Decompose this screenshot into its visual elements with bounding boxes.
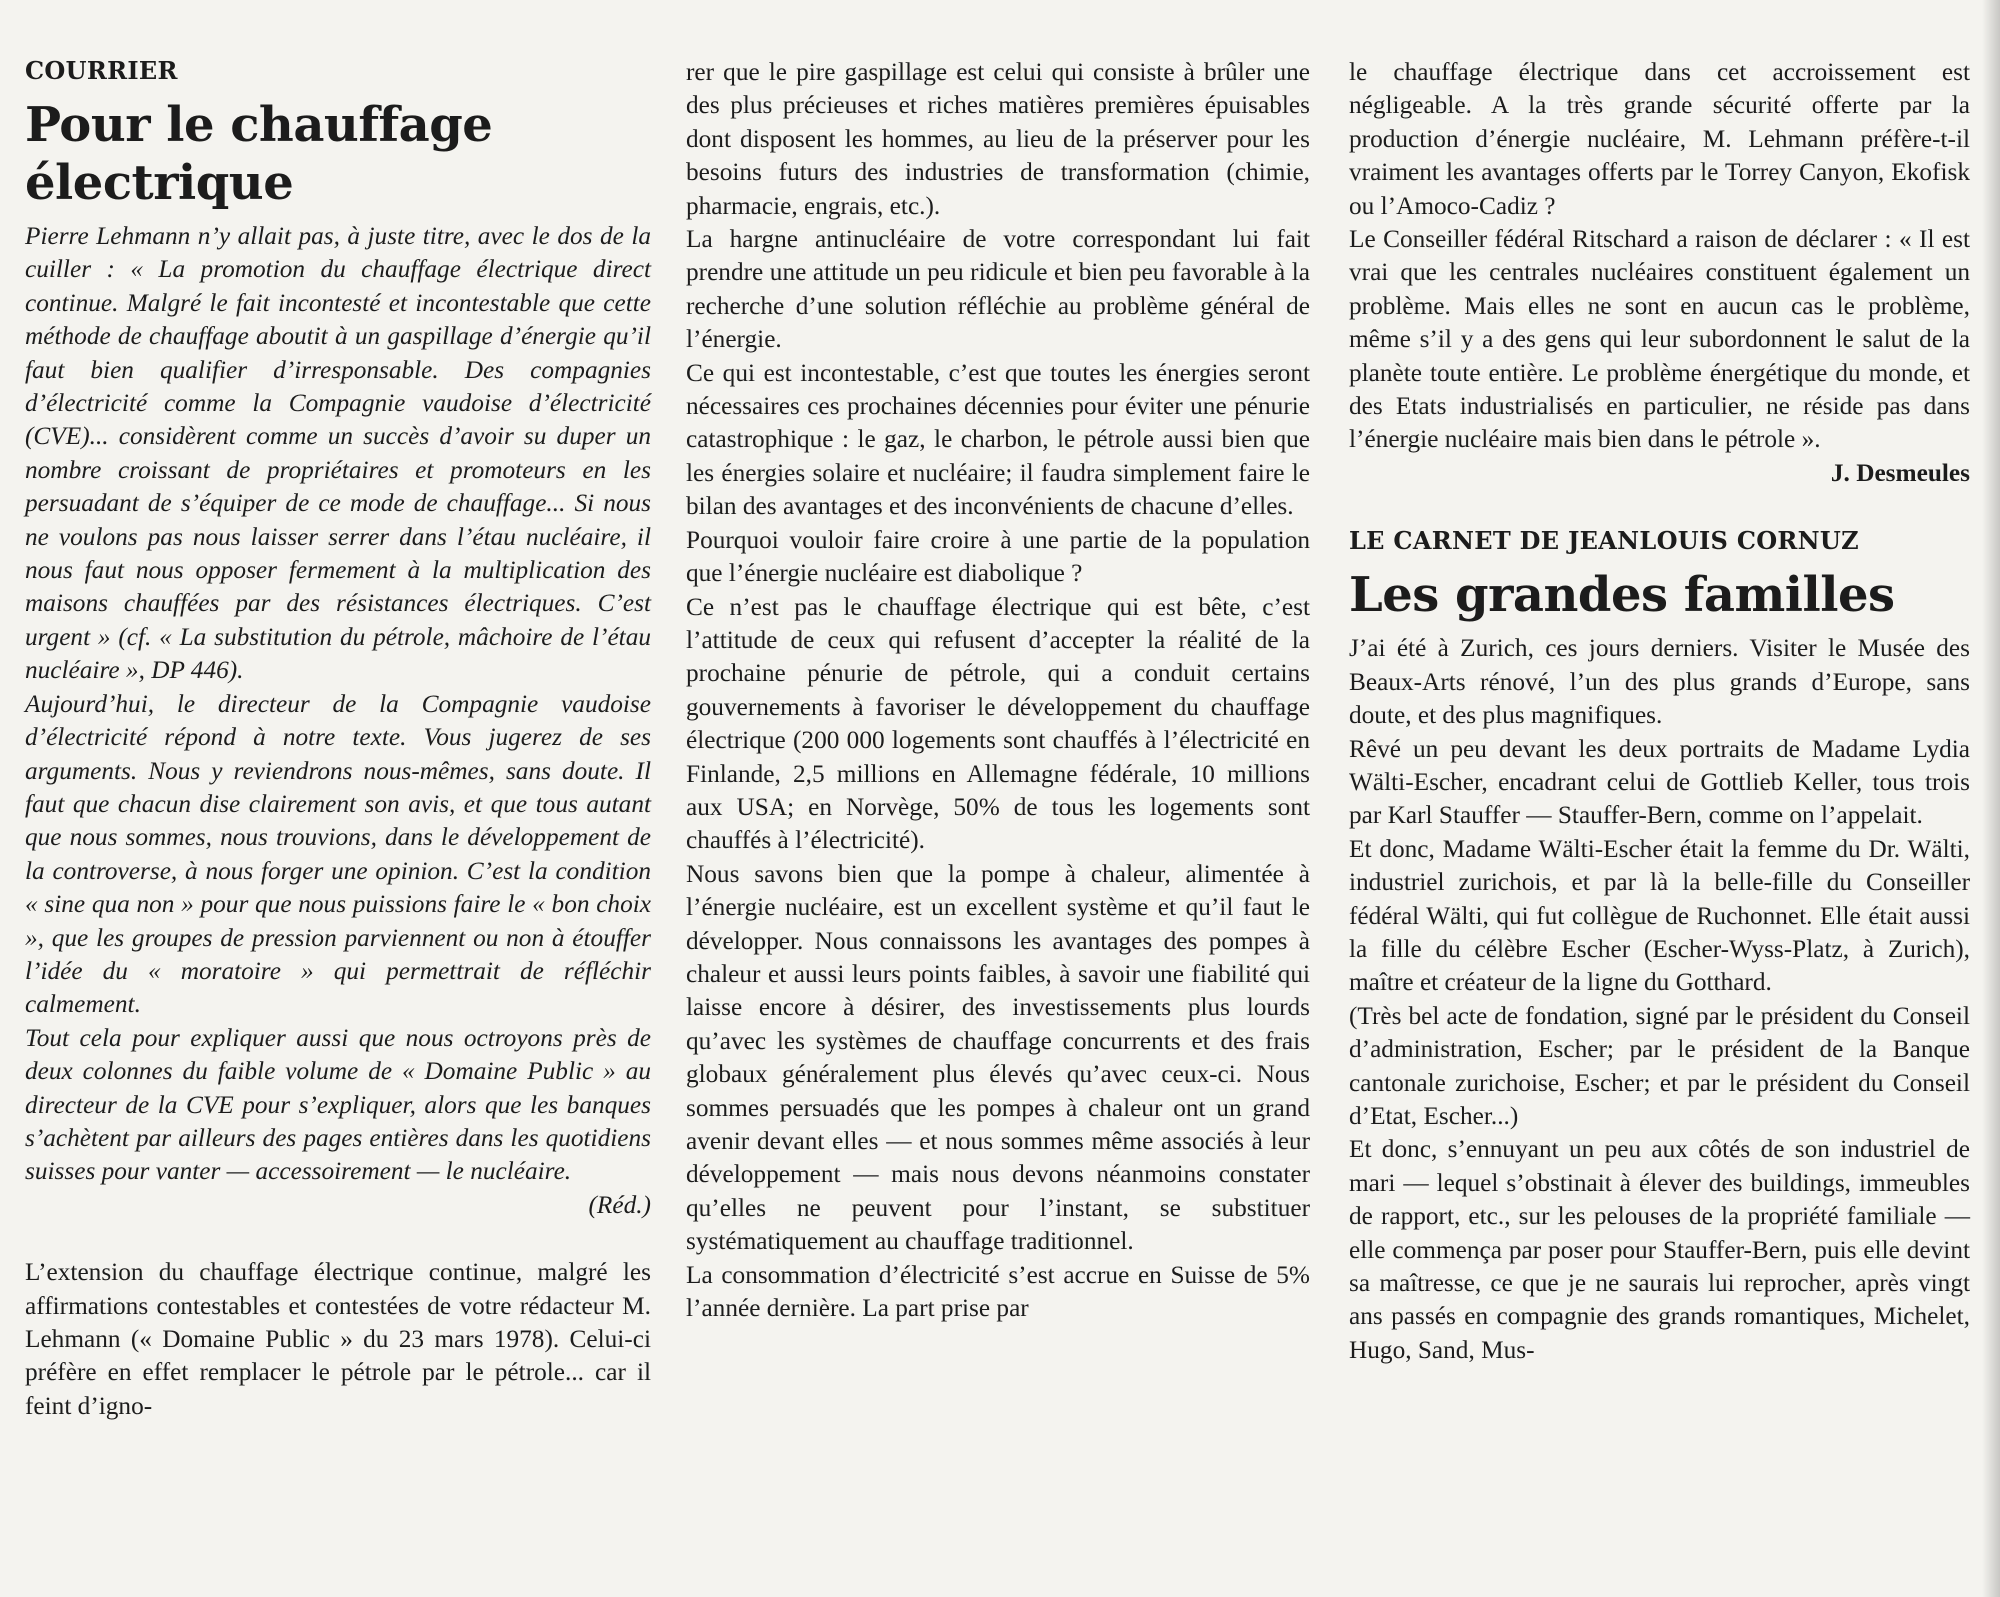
carnet-paragraph-2: Rêvé un peu devant les deux portraits de Madame Lydia Wälti-Escher, encadrant celui de Gottlieb Keller, tous trois par Karl Stauffer — Stauffer-Bern, comme on l’appelait. — [1349, 734, 1970, 830]
article-title-grandes-familles: Les grandes familles — [1349, 567, 1895, 624]
carnet-paragraph-4: (Très bel acte de fondation, signé par le président du Conseil d’administration, Escher; par le président de la Banque cantonale zurichoise, Escher; et par le président du Conseil d’Etat, Escher...) — [1349, 1001, 1970, 1130]
editor-signature: (Réd.) — [588, 1190, 651, 1219]
section-gap — [1349, 490, 1970, 526]
letter-signature: J. Desmeules — [1830, 458, 1970, 487]
carnet-paragraph-1: J’ai été à Zurich, ces jours derniers. Visiter le Musée des Beaux-Arts rénové, l’un des plus grands d’Europe, sans doute, et des plus magnifiques. — [1349, 634, 1970, 730]
letter-paragraph-5: Pourquoi vouloir faire croire à une partie de la population que l’énergie nucléaire est diabolique ? — [686, 525, 1310, 588]
letter-paragraph-1: L’extension du chauffage électrique continue, malgré les affirmations contestables et contestées de votre rédacteur M. Lehmann (« Domaine Public » du 23 mars 1978). Celui-ci préfère en effet remplacer le pétrole par le pétrole... car il feint d’igno- — [25, 1258, 651, 1420]
letter-paragraph-7: Nous savons bien que la pompe à chaleur, alimentée à l’énergie nucléaire, est un excellent système et qu’il faut le développer. Nous connaissons les avantages des pompes à chaleur et aussi leurs points faibles, à savoir une fiabilité qui laisse encore à désirer, des investissements plus lourds qu’avec les systèmes de chauffage concurrents et des frais globaux généralement plus élevés qu’avec ceux-ci. Nous sommes persuadés que les pompes à chaleur ont un grand avenir devant elles — et nous sommes même associés à leur développement — mais nous devons néanmoins constater qu’elles ne peuvent pour l’instant, se substituer systématiquement au chauffage traditionnel. — [686, 859, 1310, 1256]
paragraph-gap — [25, 1222, 651, 1256]
letter-paragraph-9: le chauffage électrique dans cet accroissement est négligeable. A la très grande sécurité offerte par la production d’énergie nucléaire, M. Lehmann préfère-t-il vraiment les avantages offerts par le Torrey Canyon, Ekofisk ou l’Amoco-Cadiz ? — [1349, 58, 1970, 220]
carnet-paragraph-5: Et donc, s’ennuyant un peu aux côtés de son industriel de mari — lequel s’obstinait à élever des buildings, immeubles de rapport, etc., sur les pelouses de la propriété familiale — elle commença par poser pour Stauffer-Bern, puis elle devint sa maîtresse, ce que je ne saurais lui reprocher, après vingt ans passés en compagnie des grands romantiques, Michelet, Hugo, Sand, Mus- — [1349, 1135, 1970, 1364]
page-edge-shadow — [1982, 0, 2000, 1597]
column-left — [25, 56, 651, 1423]
section-label-carnet: LE CARNET DE JEANLOUIS CORNUZ — [1349, 526, 1859, 556]
editor-intro-paragraph-2: Aujourd’hui, le directeur de la Compagnie vaudoise d’électricité répond à notre texte. Vous jugerez de ses arguments. Nous y reviendrons nous-mêmes, sans doute. Il faut que chacun dise clairement son avis, et que tous autant que nous sommes, nous trouvions, dans le développement de la controverse, à nous forger une opinion. C’est la condition « sine qua non » pour que nous puissions faire le « bon choix », que les groupes de pression parviennent ou non à étouffer l’idée du « moratoire » qui permettrait de réfléchir calmement. — [25, 689, 651, 1019]
column-middle — [686, 56, 1310, 1325]
article-title-chauffage: Pour le chauffage électrique — [25, 97, 493, 211]
carnet-paragraph-3: Et donc, Madame Wälti-Escher était la femme du Dr. Wälti, industriel zurichois, et par là la belle-fille du Conseiller fédéral Wälti, qui fut collègue de Ruchonnet. Elle était aussi la fille du célèbre Escher (Escher-Wyss-Platz, à Zurich), maître et créateur de la ligne du Gotthard. — [1349, 834, 1970, 997]
column-right — [1349, 56, 1970, 1367]
section-label-courrier: COURRIER — [25, 56, 178, 85]
letter-paragraph-8: La consommation d’électricité s’est accrue en Suisse de 5% l’année dernière. La part prise par — [686, 1260, 1310, 1323]
letter-paragraph-6: Ce n’est pas le chauffage électrique qui est bête, c’est l’attitude de ceux qui refusent d’accepter la réalité de la prochaine pénurie de pétrole, qui a conduit certains gouvernements à favoriser le développement du chauffage électrique (200 000 logements sont chauffés à l’électricité en Finlande, 2,5 millions en Allemagne fédérale, 10 millions aux USA; en Norvège, 50% de tous les logements sont chauffés à l’électricité). — [686, 592, 1310, 855]
editor-intro-paragraph-3: Tout cela pour expliquer aussi que nous octroyons près de deux colonnes du faible volume de « Domaine Public » au directeur de la CVE pour s’expliquer, alors que les banques s’achètent par ailleurs des pages entières dans les quotidiens suisses pour vanter — accessoirement — le nucléaire. — [25, 1023, 651, 1186]
editor-intro-paragraph-1: Pierre Lehmann n’y allait pas, à juste titre, avec le dos de la cuiller : « La promotion du chauffage électrique direct continue. Malgré le fait incontesté et incontestable que cette méthode de chauffage aboutit à un gaspillage d’énergie qu’il faut bien qualifier d’irresponsable. Des compagnies d’électricité comme la Compagnie vaudoise d’électricité (CVE)... considèrent comme un succès d’avoir su duper un nombre croissant de propriétaires et promoteurs en les persuadant de s’équiper de ce mode de chauffage... Si nous ne voulons pas nous laisser serrer dans l’étau nucléaire, il nous faut nous opposer fermement à la multiplication des maisons chauffées par des résistances électriques. C’est urgent » (cf. « La substitution du pétrole, mâchoire de l’étau nucléaire », DP 446). — [25, 222, 651, 685]
letter-paragraph-10: Le Conseiller fédéral Ritschard a raison de déclarer : « Il est vrai que les centrales nucléaires constituent également un problème. Mais elles ne sont en aucun cas le problème, même s’il y a des gens qui leur subordonnent le salut de la planète toute entière. Le problème énergétique du monde, et des Etats industrialisés en particulier, ne réside pas dans l’énergie nucléaire mais bien dans le pétrole ». — [1349, 225, 1970, 454]
letter-paragraph-2: rer que le pire gaspillage est celui qui consiste à brûler une des plus précieuses et riches matières premières épuisables dont disposent les hommes, au lieu de la préserver pour les besoins futurs des industries de transformation (chimie, pharmacie, engrais, etc.). — [686, 58, 1310, 220]
letter-paragraph-4: Ce qui est incontestable, c’est que toutes les énergies seront nécessaires ces prochaines décennies pour éviter une pénurie catastrophique : le gaz, le charbon, le pétrole aussi bien que les énergies solaire et nucléaire; il faudra simplement faire le bilan des avantages et des inconvénients de chacune d’elles. — [686, 358, 1310, 521]
letter-paragraph-3: La hargne antinucléaire de votre correspondant lui fait prendre une attitude un peu ridicule et bien peu favorable à la recherche d’une solution réfléchie au problème général de l’énergie. — [686, 225, 1310, 354]
